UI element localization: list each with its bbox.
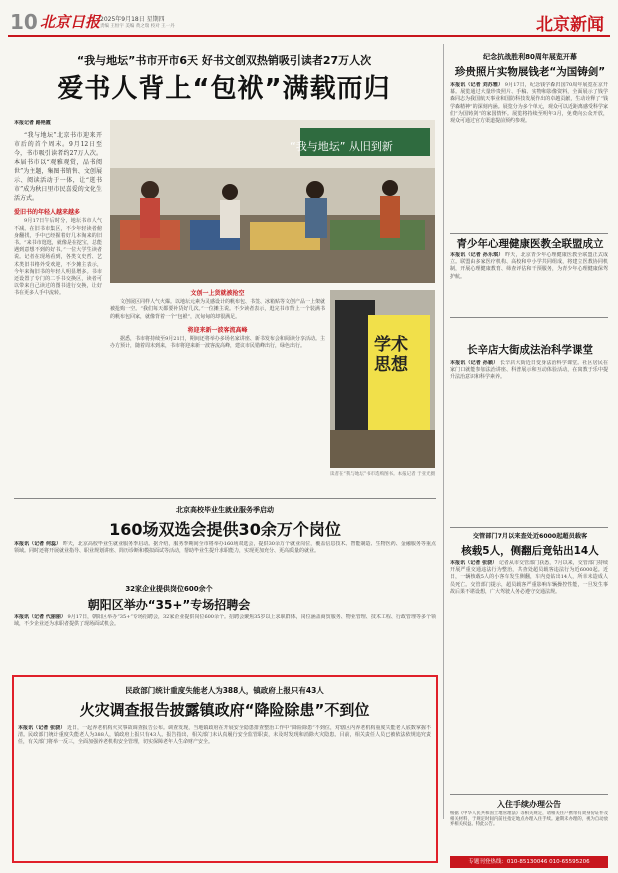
book-photo (330, 290, 435, 468)
right1-byline: 本报讯（记者 刘苏雅） (450, 82, 504, 88)
masthead-editors: 责编 王恒宇 美编 黄之瑞 校对 王一丹 (100, 24, 175, 29)
right3-text (450, 360, 608, 525)
book-cover-char-1: 学术 (374, 335, 408, 355)
bottom-byline: 本报讯（记者 张骁） (18, 725, 66, 731)
mid2-byline: 本报讯（记者 代丽丽） (14, 614, 66, 620)
right3-title: 长辛店大街成法治科学课堂 (467, 344, 593, 356)
notice-hotline: 专题刊登热线：010-85130046 010-65595206 (450, 856, 608, 868)
right2-text (450, 252, 608, 314)
mid-body: 昨天，北京高校毕业生就业服务季启动。据介绍，服务季期间全市将举办160场双选会，提供30余万个就业岗位，覆盖信息技术、智能制造、生物医药、金融服务等重点领域。同时还将开展就业指导、职业规划讲座、简历诊断和模拟面试等活动，帮助毕业生提升求职能力，实现更加充分、更高质量的就业。 (14, 541, 436, 555)
mid2-title: 朝阳区举办“35+”专场招聘会 (87, 598, 251, 612)
right4-kicker: 交管部门7月以来查处近6000起超员载客 (472, 533, 588, 540)
mid-kicker: 北京高校毕业生就业服务季启动 (176, 506, 274, 514)
lead-kicker: “我与地坛”书市开市6天 好书文创双热销吸引读者27万人次 (76, 54, 372, 67)
mid-byline: 本报讯（记者 何蕊） (14, 541, 62, 547)
masthead-date: 2025年9月18日 星期四 (100, 16, 165, 23)
right-rule-1 (450, 233, 608, 234)
bottom-story-box (12, 675, 438, 863)
right3-byline: 本报讯（记者 孙颖） (450, 360, 499, 366)
lead-paragraph: “我与地坛”北京书市迎来开市后的首个周末。9月12日至今，书市吸引读者约27万人次。本届书市以“观雅观赏，品书阅世”为主题，集图书销售、文创展示、阅读活动于一体，让“逛书市”成为秋日里市民喜爱的文化生活方式。 (14, 132, 102, 203)
right1-title: 珍贵照片实物展钱老“为国铸剑” (454, 66, 606, 78)
right1-kicker: 纪念抗战胜利80周年展览开幕 (483, 53, 577, 61)
right1-body: 9月17日，纪念钱学森归国70周年展览在京开幕。展览通过大量珍贵照片、手稿、实物和影像资料，全面展示了钱学森同志为我国航天事业和国防科技发展作出的卓越贡献，生动诠释了“钱学森精神”的深刻内涵。展览分为多个单元，观众可以近距离感受科学家们“为国铸剑”的家国情怀。展览将持续至明年3月，免费向公众开放，观众可通过官方渠道提前预约参观。 (450, 82, 608, 125)
mid-title: 160场双选会提供30余万个岗位 (109, 520, 341, 539)
lead-subhead-2: 文创一上货就被抢空 (190, 290, 245, 297)
lead-paragraph-3: 文创展区同样人气火爆。以地坛元素为灵感设计的帆布包、书签、冰箱贴等文创产品一上架就被抢购一空。“我们每天都要补货好几次。”一位摊主说。不少读者表示，逛完书市背上一个装满书的帆布包回家，就像背着一个“包袱”，沉甸甸的却很满足。 (110, 299, 325, 320)
lead-photo-banner-text: “我与地坛” 从旧到新 (290, 140, 393, 153)
right-column-divider (443, 44, 444, 819)
right4-byline: 本报讯（记者 张骁） (450, 560, 498, 566)
lead-photo-caption: 读者在“我与地坛”书市选购图书。本报记者 于亚光摄 (330, 472, 436, 477)
book-cover-title (374, 335, 430, 375)
section-title: 北京新闻 (536, 15, 604, 35)
right3-body: 长辛店大街近日变身法治科学课堂。社区居民在家门口就能参加法治讲座、科普展示和互动体验活动，在寓教于乐中提升法治意识和科学素养。 (450, 360, 608, 381)
right4-text (450, 560, 608, 785)
mid-text (14, 541, 436, 577)
masthead-rule (8, 35, 610, 37)
lead-center-text (110, 288, 325, 491)
lead-byline: 本报记者 路艳霞 (14, 120, 51, 126)
lead-subhead-3: 将迎来新一波客流高峰 (187, 326, 248, 334)
lead-paragraph-4: 据悉，书市将持续至9月21日，期间还将举办多场名家讲座、新书发布会和阅读分享活动。主办方预计，随着周末到来，书市将迎来新一波客流高峰，建议市民错峰出行，绿色出行。 (110, 336, 325, 350)
right-rule-3 (450, 527, 608, 528)
bottom-kicker: 民政部门统计重度失能老人为388人，镇政府上报只有43人 (125, 686, 324, 695)
notice-text: 根据《中华人民共和国土地管理法》等相关规定，请相关住户携带有效身份证件及相关材料，于规定时间内前往指定地点办理入住手续。逾期未办理的，视为自动放弃相关权益。特此公告。 (450, 811, 608, 827)
mid2-body: 9月17日，朝阳区举办“35+”专场招聘会，32家企业提供岗位600余个。招聘会聚焦35岁以上求职群体，岗位涵盖商贸服务、物业管理、技术工程、行政管理等多个领域，不少企业还为求职者提供了现场面试机会。 (14, 614, 436, 628)
right-rule-2 (450, 317, 608, 318)
bottom-title: 火灾调查报告披露镇政府“降险除患”不到位 (79, 701, 370, 719)
mid2-text (14, 614, 436, 662)
notice-box (450, 794, 608, 854)
right2-byline: 本报讯（记者 孙乐琪） (450, 252, 504, 258)
right1-text (450, 82, 608, 230)
mid-rule (14, 498, 436, 499)
right2-title: 青少年心理健康医教全联盟成立 (456, 238, 604, 250)
lead-photo (110, 120, 435, 283)
lead-title: 爱书人背上“包袱”满载而归 (57, 74, 391, 104)
notice-title: 入住手续办理公告 (497, 800, 561, 809)
book-photo-image (330, 290, 435, 468)
bottom-text (18, 725, 431, 857)
right4-body: 记者从市交管部门获悉，7月以来，交管部门持续开展严重交通违法行为整治，共查处超员载客违法行为近6000起。近日，一辆核载5人的小客车发生侧翻，车内竟钻出14人，所幸未造成人员死亡。交管部门提示，超员载客严重影响车辆操控性能，一旦发生事故后果不堪设想，广大驾驶人务必遵守交通法规。 (450, 560, 608, 595)
book-cover-char-2: 思想 (374, 355, 408, 375)
right2-body: 昨天，北京青少年心理健康医教全联盟正式成立。联盟由多家医疗机构、高校和中小学共同组成，将建立医教协同机制，开展心理健康教育、筛查评估和干预服务，为青少年心理健康保驾护航。 (450, 252, 608, 280)
lead-paragraph-2: 9月17日午后时分，地坛书市人气不减。在旧书市集区，不少年轻读者俯身翻找，手中已经握着好几本淘来的旧书。“来书市逛逛，就像是在挖宝，总能遇到意想不到的好书。”一位大学生读者说。记者在现场看到，各类文史哲、艺术类旧书格外受欢迎，不少摊主表示，今年来淘旧书的年轻人明显增多。书市还设置了专门的二手书交换区，读者可以带来自己读过的图书进行交换，让好书在更多人手中流转。 (14, 218, 102, 297)
mid2-kicker: 32家企业提供岗位600余个 (125, 585, 213, 593)
masthead-logo: 北京日报 (40, 13, 101, 31)
bottom-body: 近日，一起养老机构火灾事故调查报告公布。调查发现，当地镇政府在开展安全隐患排查整治工作中“降险除患”不到位，对辖区内养老机构重度失能老人底数掌握不清。民政部门统计重度失能老人为388人，镇政府上报只有43人。报告指出，相关部门未认真履行安全监管职责，未及时发现和消除火灾隐患。目前，相关责任人员已被依法依规追究责任，有关部门将举一反三，全面加强养老机构安全管理，切实保障老年人生命财产安全。 (18, 725, 431, 746)
page-number: 10 (10, 10, 38, 34)
lead-subhead-1: 爱旧书的年轻人越来越多 (14, 209, 81, 217)
right4-title: 核载5人，侧翻后竟钻出14人 (461, 545, 599, 557)
